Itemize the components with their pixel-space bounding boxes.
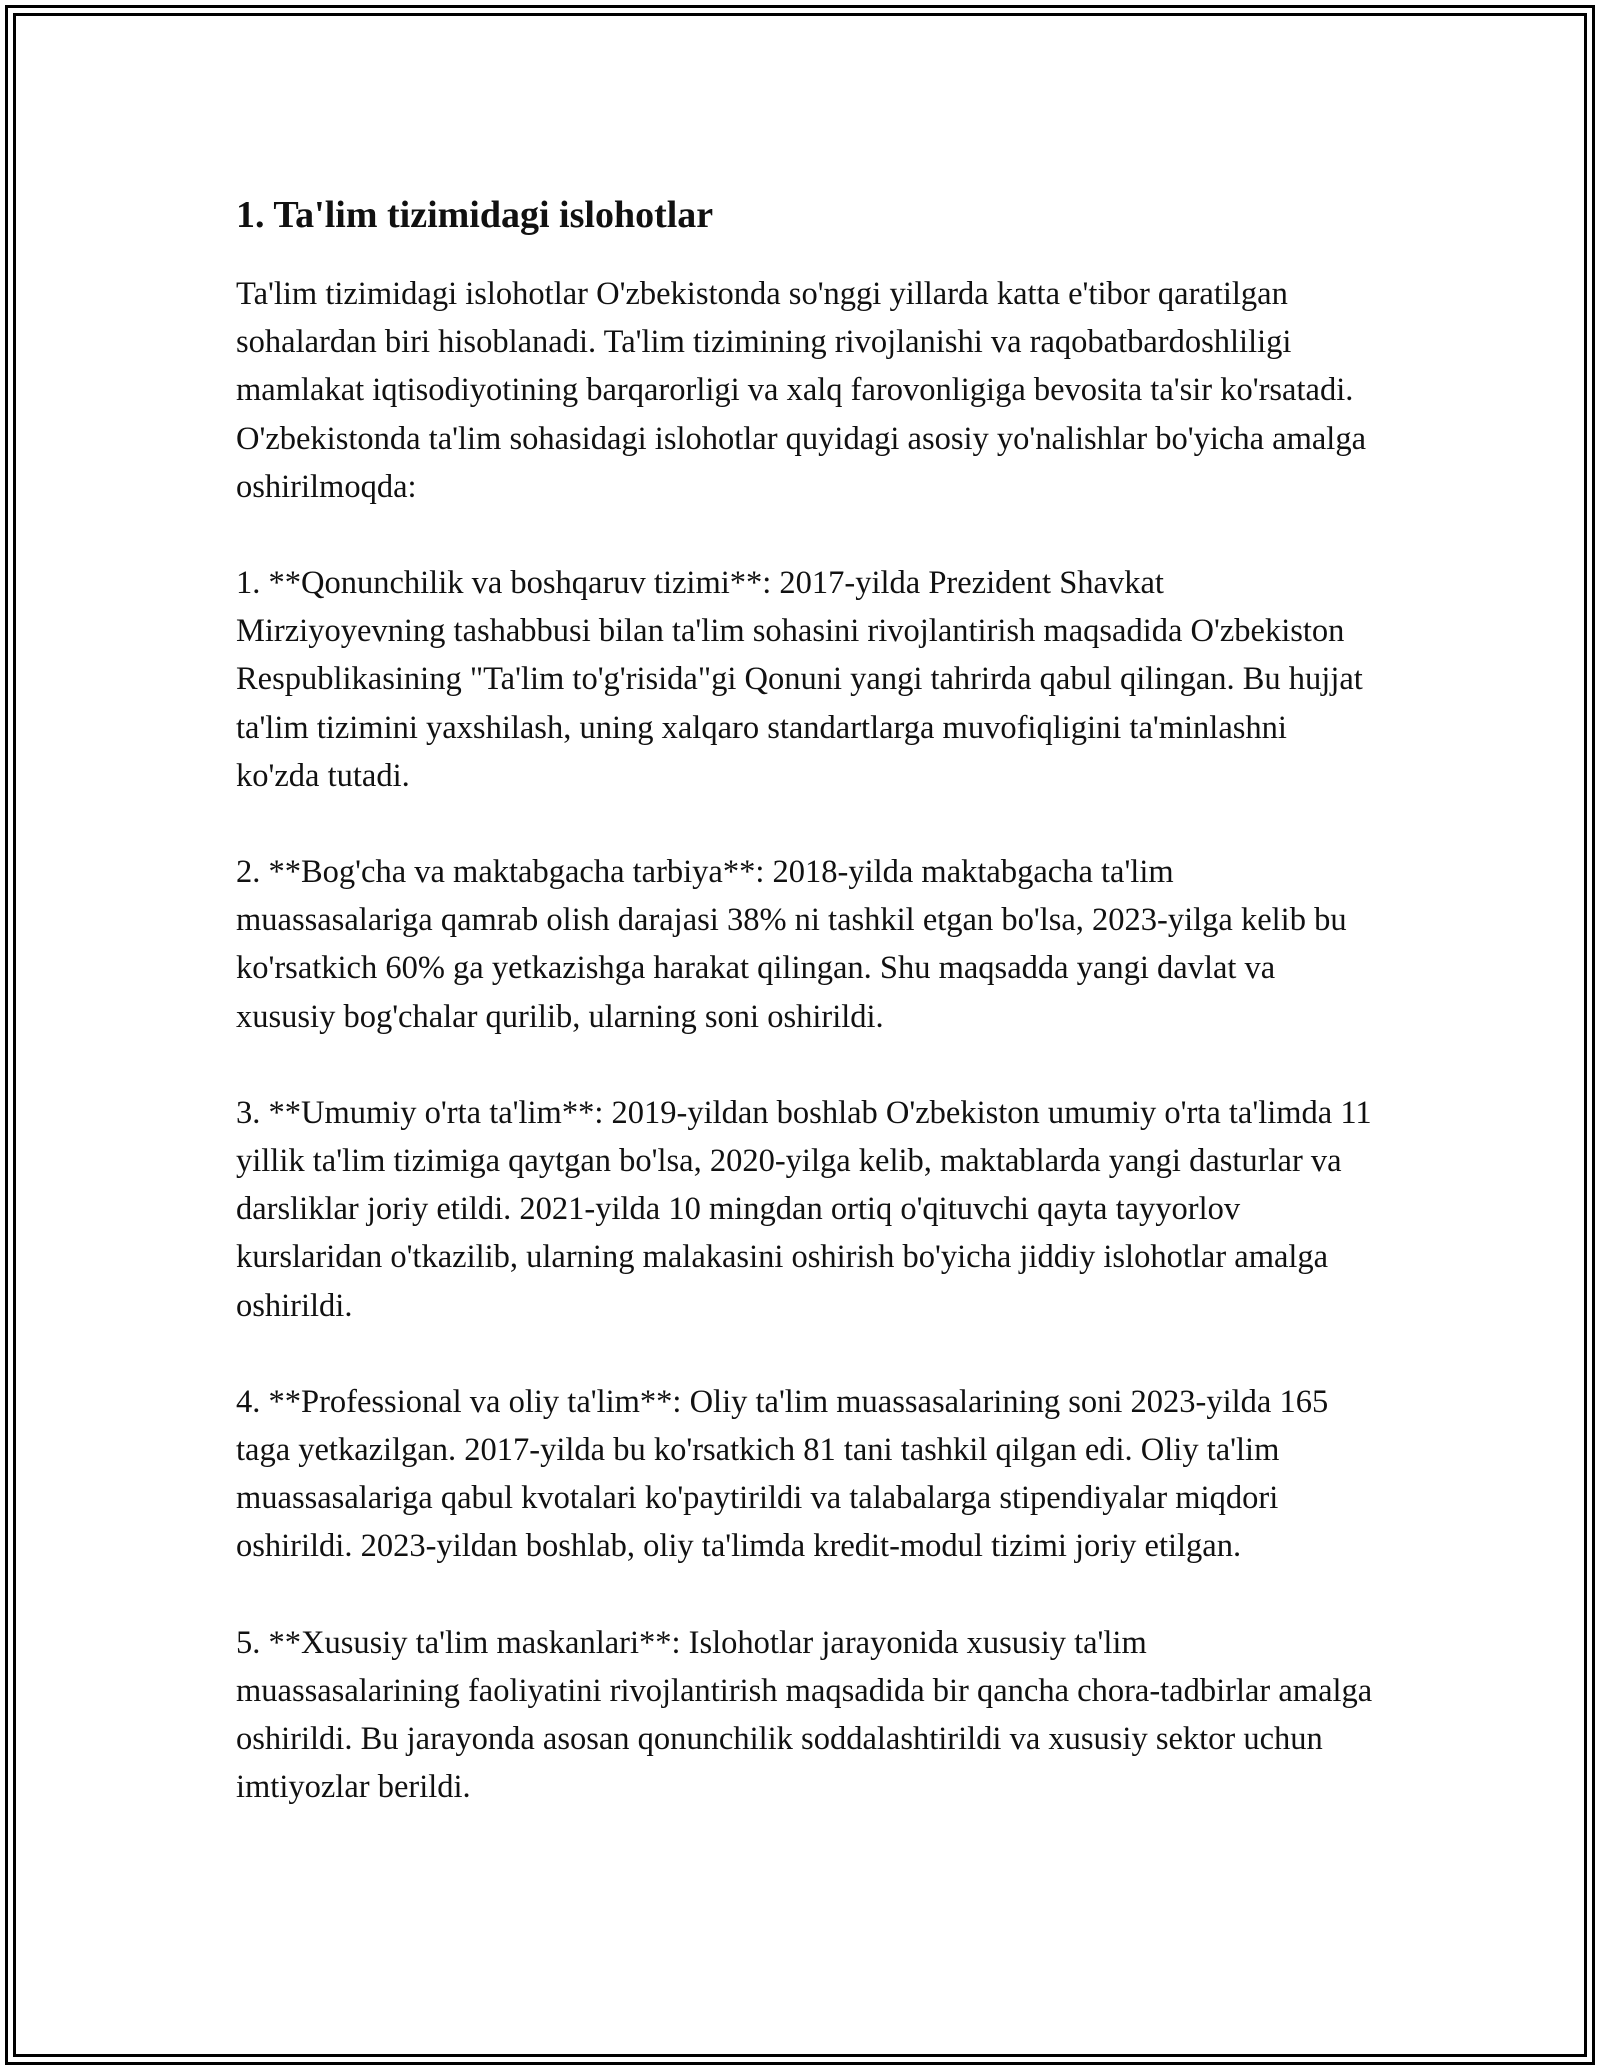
- paragraph-higher-education: 4. **Professional va oliy ta'lim**: Oliy ta'lim muassasalarining soni 2023-yilda 165 taga yetkazilgan. 2017-yilda bu ko'rsatkich 81 tani tashkil qilgan edi. Oliy ta'lim muassasalariga qabul kvotalari ko'paytirildi va talabalarga stipendiyalar miqdori oshirildi. 2023-yildan boshlab, oliy ta'limda kredit-modul tizimi joriy etilgan.: [236, 1383, 1329, 1565]
- section-heading: 1. Ta'lim tizimidagi islohotlar: [236, 194, 714, 236]
- paragraph-legislation: 1. **Qonunchilik va boshqaruv tizimi**: 2017-yilda Prezident Shavkat Mirziyoyevning tashabbusi bilan ta'lim sohasini rivojlantirish maqsadida O'zbekiston Respublikasining "Ta'lim to'g'risida"gi Qonuni yangi tahrirda qabul qilingan. Bu hujjat ta'lim tizimini yaxshilash, uning xalqaro standartlarga muvofiqligini ta'minlashni ko'zda tutadi.: [236, 565, 1363, 794]
- paragraph-preschool: 2. **Bog'cha va maktabgacha tarbiya**: 2018-yilda maktabgacha ta'lim muassasalariga qamrab olish darajasi 38% ni tashkil etgan bo'lsa, 2023-yilga kelib bu ko'rsatkich 60% ga yetkazishga harakat qilingan. Shu maqsadda yangi davlat va xususiy bog'chalar qurilib, ularning soni oshirildi.: [236, 854, 1347, 1035]
- document-body: [236, 180, 1376, 1859]
- intro-paragraph: Ta'lim tizimidagi islohotlar O'zbekistonda so'nggi yillarda katta e'tibor qaratilgan sohalardan biri hisoblanadi. Ta'lim tizimining rivojlanishi va raqobatbardoshliligi mamlakat iqtisodiyotining barqarorligi va xalq farovonligiga bevosita ta'sir ko'rsatadi. O'zbekistonda ta'lim sohasidagi islohotlar quyidagi asosiy yo'nalishlar bo'yicha amalga oshirilmoqda:: [236, 276, 1366, 505]
- paragraph-secondary-education: 3. **Umumiy o'rta ta'lim**: 2019-yildan boshlab O'zbekiston umumiy o'rta ta'limda 11 yillik ta'lim tizimiga qaytgan bo'lsa, 2020-yilga kelib, maktablarda yangi dasturlar va darsliklar joriy etildi. 2021-yilda 10 mingdan ortiq o'qituvchi qayta tayyorlov kurslaridan o'tkazilib, ularning malakasini oshirish bo'yicha jiddiy islohotlar amalga oshirildi.: [236, 1094, 1372, 1324]
- paragraph-private-education: 5. **Xususiy ta'lim maskanlari**: Islohotlar jarayonida xususiy ta'lim muassasalarining faoliyatini rivojlantirish maqsadida bir qancha chora-tadbirlar amalga oshirildi. Bu jarayonda asosan qonunchilik soddalashtirildi va xususiy sektor uchun imtiyozlar berildi.: [236, 1624, 1373, 1806]
